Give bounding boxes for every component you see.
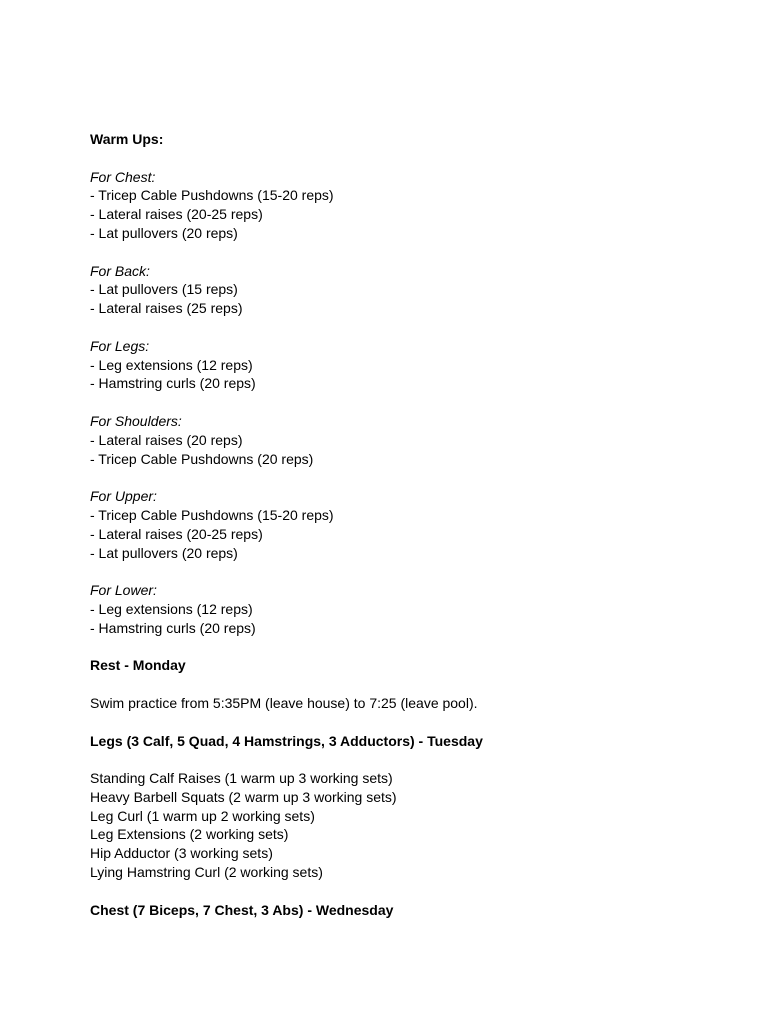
document-page [90,130,730,919]
shoulders-warmup-item: - Lateral raises (20 reps) [90,431,243,448]
tuesday-exercise: Heavy Barbell Squats (2 warm up 3 working sets) [90,788,397,805]
tuesday-heading: Legs (3 Calf, 5 Quad, 4 Hamstrings, 3 Adductors) - Tuesday [90,732,483,749]
legs-warmup-item: - Leg extensions (12 reps) [90,356,253,373]
back-warmup-title: For Back: [90,262,150,279]
wednesday-heading: Chest (7 Biceps, 7 Chest, 3 Abs) - Wednesday [90,901,394,918]
upper-warmup-item: - Lat pullovers (20 reps) [90,544,238,561]
spacer [90,468,730,487]
lower-warmup-item: - Hamstring curls (20 reps) [90,619,256,636]
legs-warmup-item: - Hamstring curls (20 reps) [90,375,256,392]
monday-text: Swim practice from 5:35PM (leave house) to 7:25 (leave pool). [90,694,478,711]
upper-warmup-item: - Tricep Cable Pushdowns (15-20 reps) [90,506,334,523]
upper-warmup-item: - Lateral raises (20-25 reps) [90,525,263,542]
spacer [90,243,730,262]
back-warmup-item: - Lateral raises (25 reps) [90,300,243,317]
tuesday-exercise: Lying Hamstring Curl (2 working sets) [90,864,323,881]
tuesday-exercise: Leg Extensions (2 working sets) [90,826,289,843]
tuesday-exercise: Leg Curl (1 warm up 2 working sets) [90,807,315,824]
upper-warmup-title: For Upper: [90,488,157,505]
shoulders-warmup-title: For Shoulders: [90,412,182,429]
spacer [90,750,730,769]
lower-warmup-item: - Leg extensions (12 reps) [90,600,253,617]
chest-warmup-item: - Lat pullovers (20 reps) [90,224,238,241]
tuesday-exercise: Standing Calf Raises (1 warm up 3 working sets) [90,770,393,787]
spacer [90,562,730,581]
tuesday-exercise: Hip Adductor (3 working sets) [90,845,273,862]
chest-warmup-item: - Lateral raises (20-25 reps) [90,206,263,223]
spacer [90,318,730,337]
legs-warmup-title: For Legs: [90,337,150,354]
chest-warmup-item: - Tricep Cable Pushdowns (15-20 reps) [90,187,334,204]
back-warmup-item: - Lat pullovers (15 reps) [90,281,238,298]
shoulders-warmup-item: - Tricep Cable Pushdowns (20 reps) [90,450,314,467]
warmups-heading: Warm Ups: [90,131,164,147]
spacer [90,393,730,412]
spacer [90,149,730,168]
spacer [90,713,730,732]
spacer [90,882,730,901]
lower-warmup-title: For Lower: [90,582,157,599]
spacer [90,675,730,694]
monday-heading: Rest - Monday [90,657,186,674]
spacer [90,638,730,657]
chest-warmup-title: For Chest: [90,168,156,185]
